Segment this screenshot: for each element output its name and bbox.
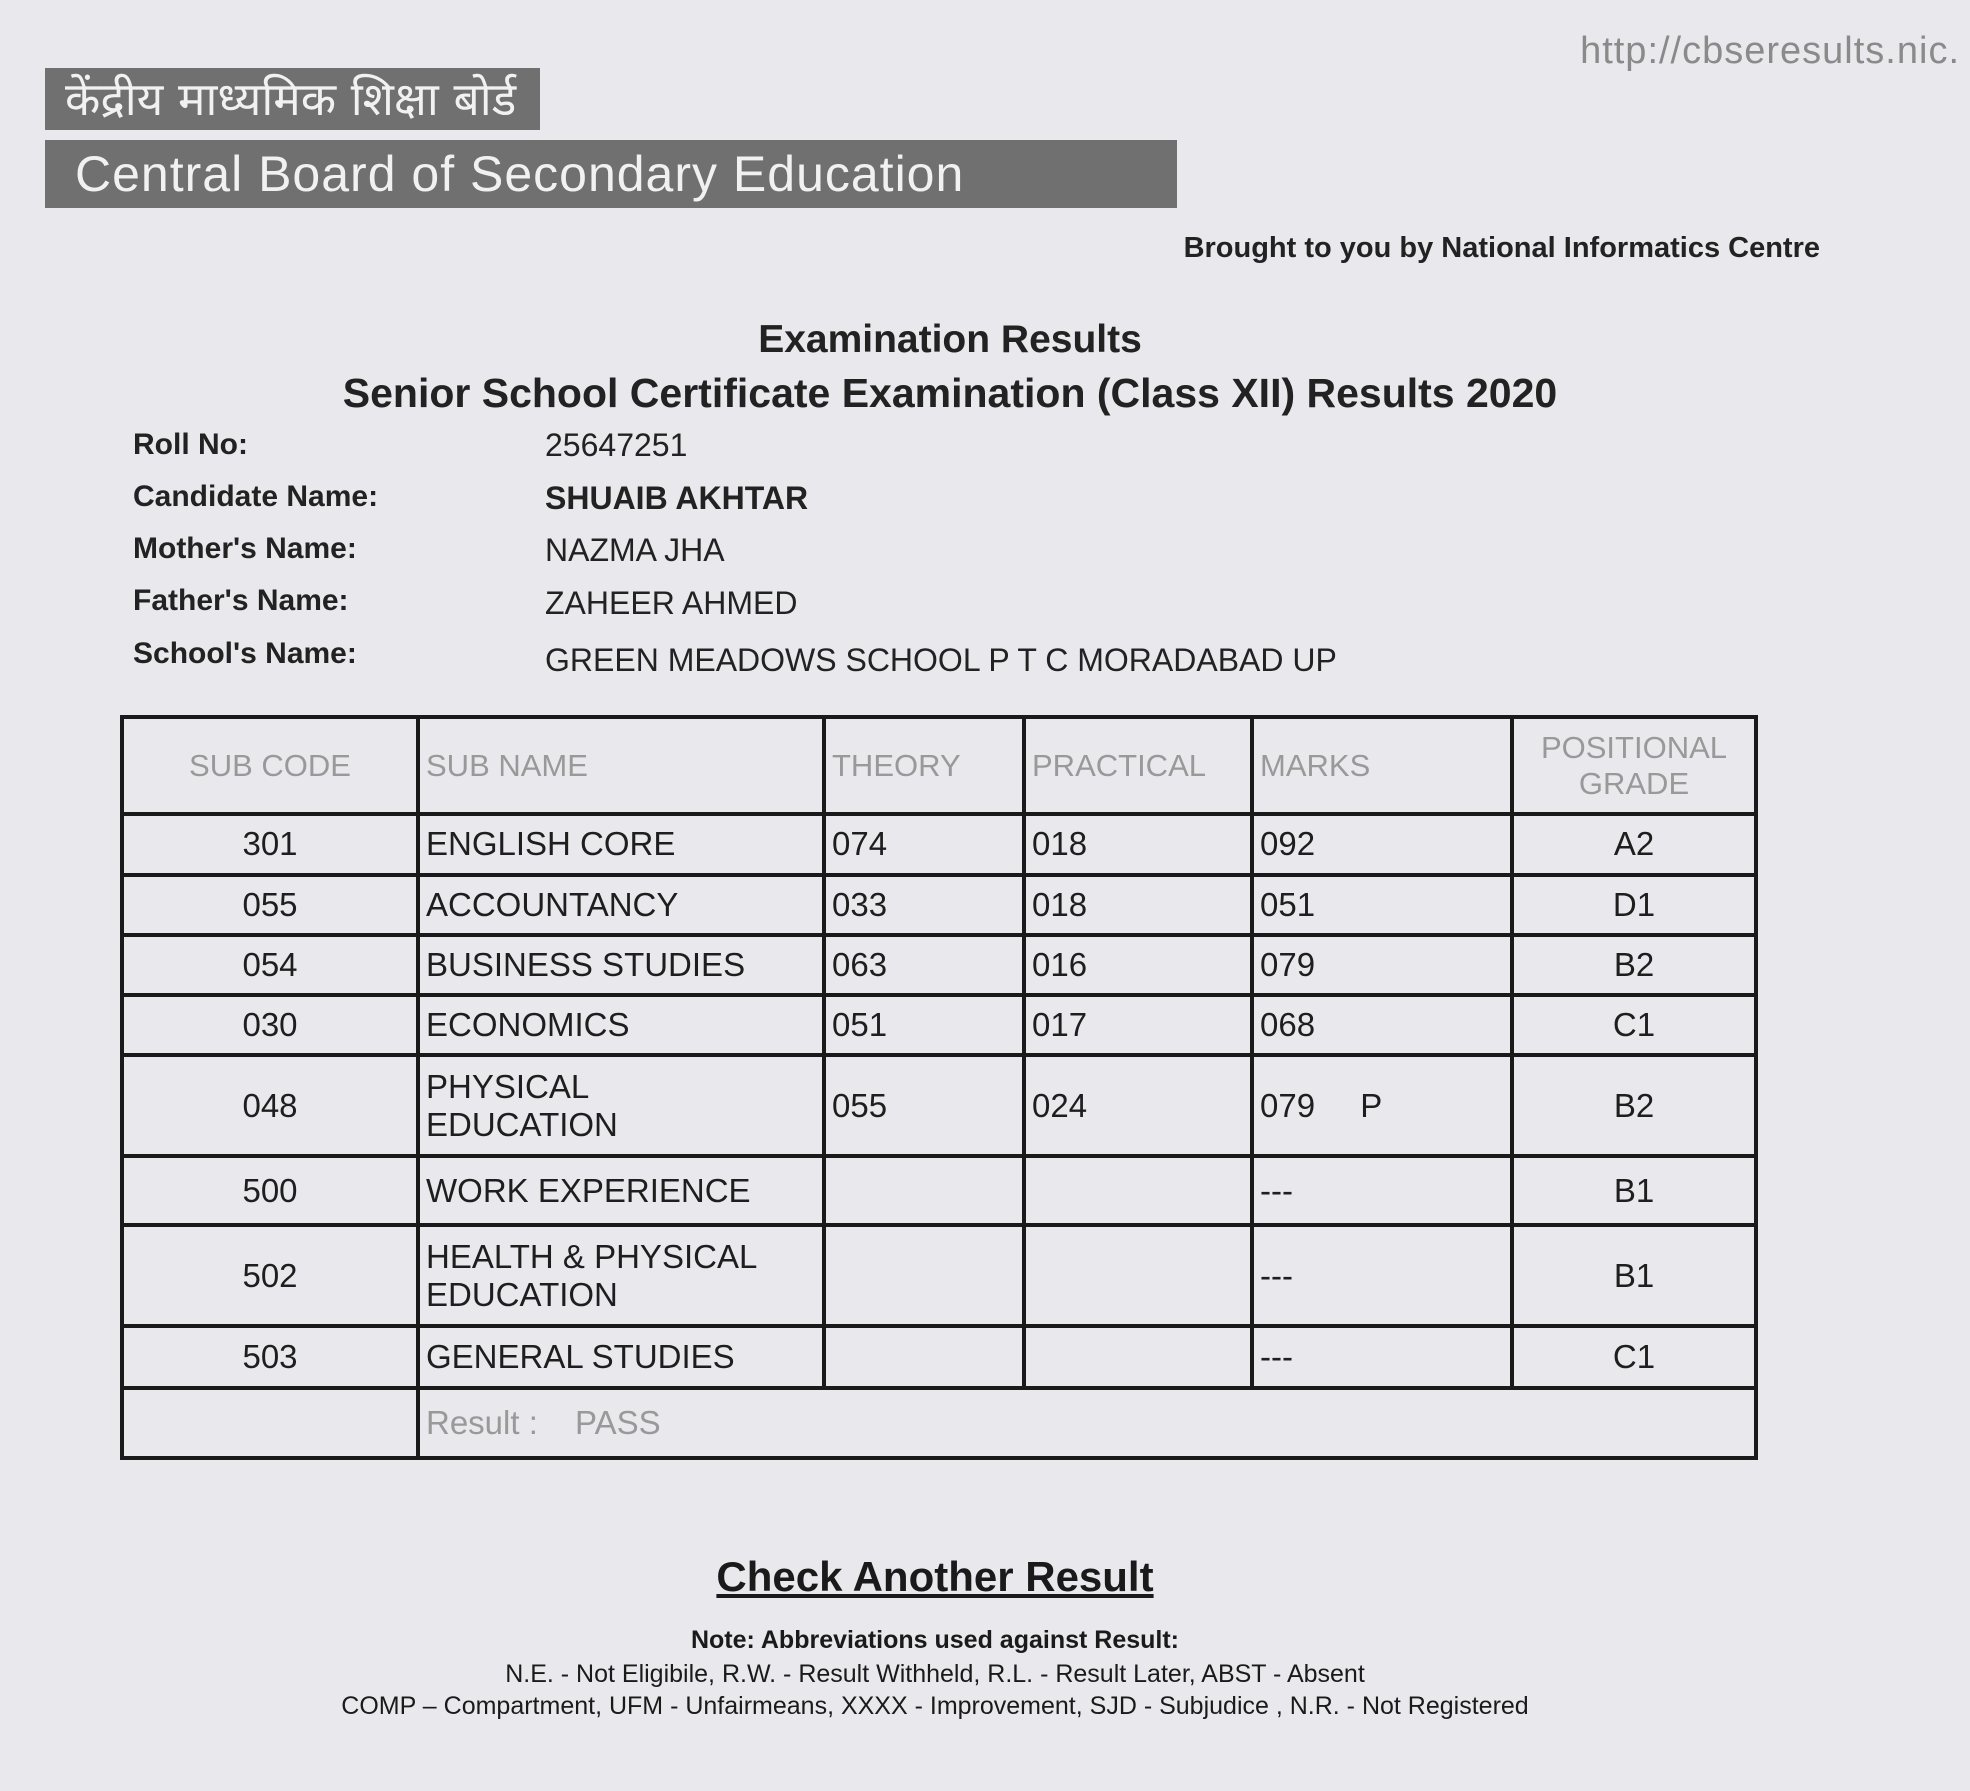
father-name-value: ZAHEER AHMED (545, 585, 798, 621)
sub-code-cell: 502 (122, 1225, 418, 1327)
sub-name-line1: HEALTH & PHYSICAL (426, 1237, 758, 1275)
sub-name-cell: GENERAL STUDIES (418, 1326, 824, 1388)
marks-cell: --- (1252, 1326, 1512, 1388)
sub-name-line2: EDUCATION (426, 1105, 618, 1143)
practical-cell: 018 (1024, 875, 1252, 935)
result-row (122, 1388, 1756, 1458)
candidate-name-label: Candidate Name: (133, 480, 379, 513)
practical-cell: 016 (1024, 935, 1252, 995)
sub-name-line1: PHYSICAL (426, 1067, 590, 1105)
sub-code-cell: 301 (122, 814, 418, 874)
site-url: http://cbseresults.nic. (1580, 30, 1960, 72)
marks-cell: --- (1252, 1225, 1512, 1327)
header-positional-grade (1512, 717, 1756, 814)
sub-name-cell: ECONOMICS (418, 995, 824, 1055)
marks-cell: --- (1252, 1156, 1512, 1224)
theory-cell: 051 (824, 995, 1024, 1055)
sub-code-cell: 030 (122, 995, 418, 1055)
board-logo-hindi: केंद्रीय माध्यमिक शिक्षा बोर्ड (45, 68, 540, 130)
sub-code-cell: 500 (122, 1156, 418, 1224)
father-name-label: Father's Name: (133, 584, 349, 617)
table-header-row (122, 717, 1756, 814)
theory-cell: 063 (824, 935, 1024, 995)
grade-cell: B2 (1512, 1055, 1756, 1157)
header-sub-code: SUB CODE (122, 717, 418, 814)
grade-cell: D1 (1512, 875, 1756, 935)
sub-name-cell: ENGLISH CORE (418, 814, 824, 874)
check-another-result-link[interactable]: Check Another Result (716, 1553, 1154, 1600)
practical-cell (1024, 1225, 1252, 1327)
header-marks: MARKS (1252, 717, 1512, 814)
table-row (122, 1225, 1756, 1327)
marks-table (120, 715, 1758, 1460)
roll-no-label: Roll No: (133, 428, 248, 461)
header-theory: THEORY (824, 717, 1024, 814)
marks-value: 079 (1260, 1086, 1316, 1124)
candidate-name-value: SHUAIB AKHTAR (545, 480, 809, 516)
marks-cell: 092 (1252, 814, 1512, 874)
marks-cell: 051 (1252, 875, 1512, 935)
result-empty-cell (122, 1388, 418, 1458)
table-row (122, 814, 1756, 874)
sub-name-cell: BUSINESS STUDIES (418, 935, 824, 995)
sub-name-cell (418, 1225, 824, 1327)
practical-cell: 017 (1024, 995, 1252, 1055)
sub-name-cell (418, 1055, 824, 1157)
theory-cell: 074 (824, 814, 1024, 874)
grade-cell: B2 (1512, 935, 1756, 995)
grade-cell: A2 (1512, 814, 1756, 874)
theory-cell (824, 1156, 1024, 1224)
mother-name-label: Mother's Name: (133, 532, 357, 565)
table-row (122, 1326, 1756, 1388)
school-name-value: GREEN MEADOWS SCHOOL P T C MORADABAD UP (545, 642, 1337, 678)
table-row (122, 935, 1756, 995)
result-label: Result : (426, 1404, 538, 1442)
sub-code-cell: 503 (122, 1326, 418, 1388)
mother-name-value: NAZMA JHA (545, 532, 725, 568)
grade-cell: C1 (1512, 995, 1756, 1055)
brought-by-text: Brought to you by National Informatics Centre (1183, 232, 1820, 264)
practical-cell (1024, 1156, 1252, 1224)
marks-cell (1252, 1055, 1512, 1157)
practical-cell: 018 (1024, 814, 1252, 874)
roll-no-value: 25647251 (545, 427, 688, 463)
sub-code-cell: 054 (122, 935, 418, 995)
marks-cell: 068 (1252, 995, 1512, 1055)
grade-cell: B1 (1512, 1225, 1756, 1327)
theory-cell: 033 (824, 875, 1024, 935)
result-value: PASS (575, 1404, 661, 1442)
grade-cell: C1 (1512, 1326, 1756, 1388)
sub-code-cell: 055 (122, 875, 418, 935)
sub-name-line2: EDUCATION (426, 1275, 618, 1313)
school-name-label: School's Name: (133, 637, 357, 670)
page-title: Examination Results (758, 318, 1142, 361)
table-row (122, 1156, 1756, 1224)
grade-cell: B1 (1512, 1156, 1756, 1224)
note-line-1: N.E. - Not Eligibile, R.W. - Result Withheld, R.L. - Result Later, ABST - Absent (505, 1660, 1365, 1688)
header-grade-line2: GRADE (1578, 765, 1690, 801)
theory-cell (824, 1225, 1024, 1327)
table-row (122, 1055, 1756, 1157)
theory-cell: 055 (824, 1055, 1024, 1157)
note-line-2: COMP – Compartment, UFM - Unfairmeans, XXXX - Improvement, SJD - Subjudice , N.R. - Not Registered (341, 1692, 1529, 1720)
header-grade-line1: POSITIONAL (1540, 729, 1728, 765)
table-row (122, 875, 1756, 935)
exam-subtitle: Senior School Certificate Examination (Class XII) Results 2020 (342, 370, 1558, 416)
practical-cell: 024 (1024, 1055, 1252, 1157)
sub-code-cell: 048 (122, 1055, 418, 1157)
sub-name-cell: ACCOUNTANCY (418, 875, 824, 935)
result-cell (418, 1388, 1756, 1458)
board-logo-english: Central Board of Secondary Education (45, 140, 1177, 208)
note-title: Note: Abbreviations used against Result: (690, 1626, 1180, 1654)
header-practical: PRACTICAL (1024, 717, 1252, 814)
marks-flag: P (1360, 1086, 1383, 1124)
table-row (122, 995, 1756, 1055)
practical-cell (1024, 1326, 1252, 1388)
sub-name-cell: WORK EXPERIENCE (418, 1156, 824, 1224)
theory-cell (824, 1326, 1024, 1388)
header-sub-name: SUB NAME (418, 717, 824, 814)
marks-cell: 079 (1252, 935, 1512, 995)
